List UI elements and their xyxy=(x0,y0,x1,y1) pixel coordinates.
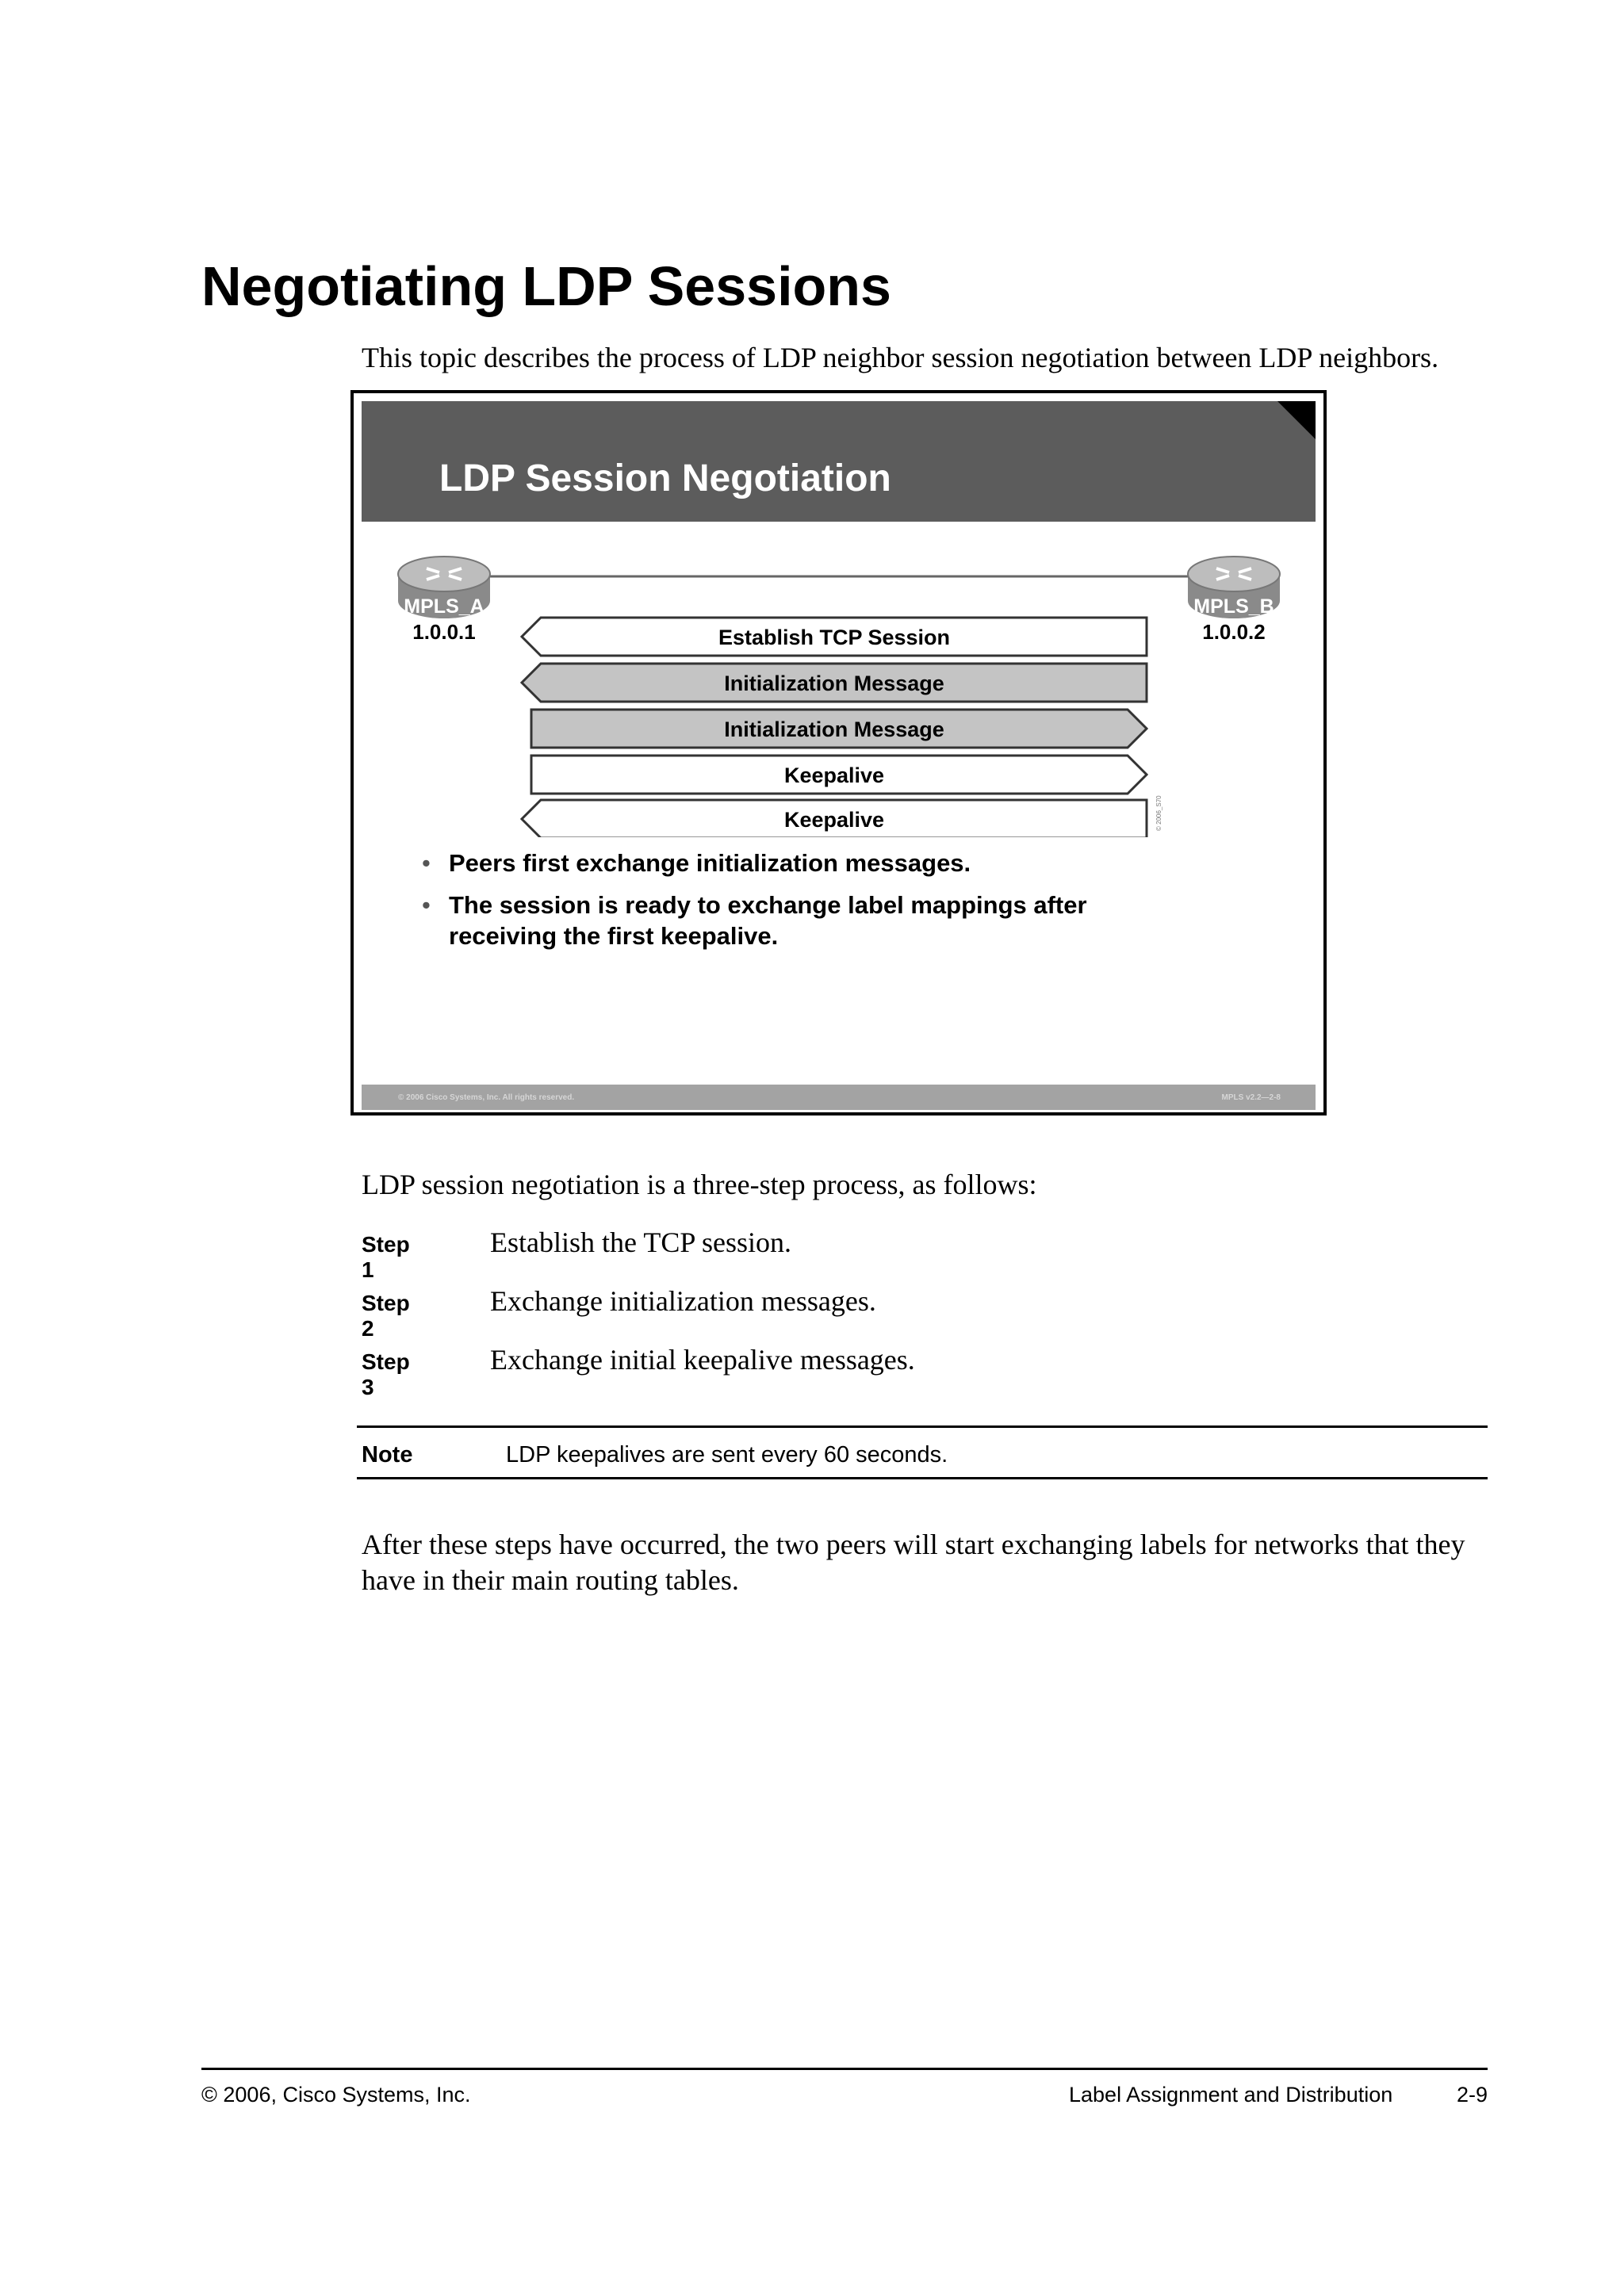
step-text: Establish the TCP session. xyxy=(490,1226,792,1258)
message-label-2: Initialization Message xyxy=(724,672,944,695)
router-a-name: MPLS_A xyxy=(404,595,485,618)
step-text: Exchange initial keepalive messages. xyxy=(490,1344,915,1376)
slide-bullet xyxy=(422,848,1199,879)
message-label-3: Initialization Message xyxy=(724,718,944,741)
message-label-1: Establish TCP Session xyxy=(718,626,951,649)
step-text: Exchange initialization messages. xyxy=(490,1285,876,1317)
step-label: Step 2 xyxy=(362,1291,410,1341)
figure-code: © 2006_S70 xyxy=(1155,795,1162,831)
bullet-dot: • xyxy=(422,849,431,877)
slide-figure xyxy=(350,390,1327,1115)
router-b-address: 1.0.0.2 xyxy=(1202,620,1266,644)
router-b-name: MPLS_B xyxy=(1193,595,1274,618)
closing-paragraph: After these steps have occurred, the two peers will start exchanging labels for networks that they have in their main routing tables. xyxy=(362,1529,1465,1596)
footer-section: Label Assignment and Distribution xyxy=(1069,2083,1393,2107)
footer-page-number: 2-9 xyxy=(1456,2083,1488,2107)
slide-footer-copyright: © 2006 Cisco Systems, Inc. All rights reserved. xyxy=(398,1093,575,1102)
slide-bullet-text: Peers first exchange initialization messages. xyxy=(449,849,971,877)
page-title: Negotiating LDP Sessions xyxy=(201,255,891,317)
slide-footer xyxy=(362,1085,1316,1110)
ldp-diagram xyxy=(354,393,1323,837)
slide-bullet-text: The session is ready to exchange label mappings after receiving the first keepalive. xyxy=(449,890,1087,950)
note-text: LDP keepalives are sent every 60 seconds. xyxy=(506,1442,948,1468)
slide-bullets xyxy=(422,848,1199,962)
note-box xyxy=(357,1425,1488,1479)
slide-bullet xyxy=(422,890,1199,952)
bullet-dot: • xyxy=(422,890,431,919)
slide-title: LDP Session Negotiation xyxy=(439,457,891,499)
note-label: Note xyxy=(362,1442,413,1468)
steps-intro: LDP session negotiation is a three-step process, as follows: xyxy=(362,1169,1037,1200)
slide-footer-code: MPLS v2.2—2-8 xyxy=(1221,1093,1281,1102)
message-label-5: Keepalive xyxy=(783,808,885,832)
router-a-address: 1.0.0.1 xyxy=(412,620,476,644)
intro-text: This topic describes the process of LDP neighbor session negotiation between LDP neighbors. xyxy=(362,342,1439,373)
footer-copyright: © 2006, Cisco Systems, Inc. xyxy=(201,2083,471,2107)
step-label: Step 3 xyxy=(362,1349,410,1399)
step-label: Step 1 xyxy=(362,1232,410,1282)
page-footer xyxy=(201,2068,1488,2107)
message-label-4: Keepalive xyxy=(783,763,885,787)
